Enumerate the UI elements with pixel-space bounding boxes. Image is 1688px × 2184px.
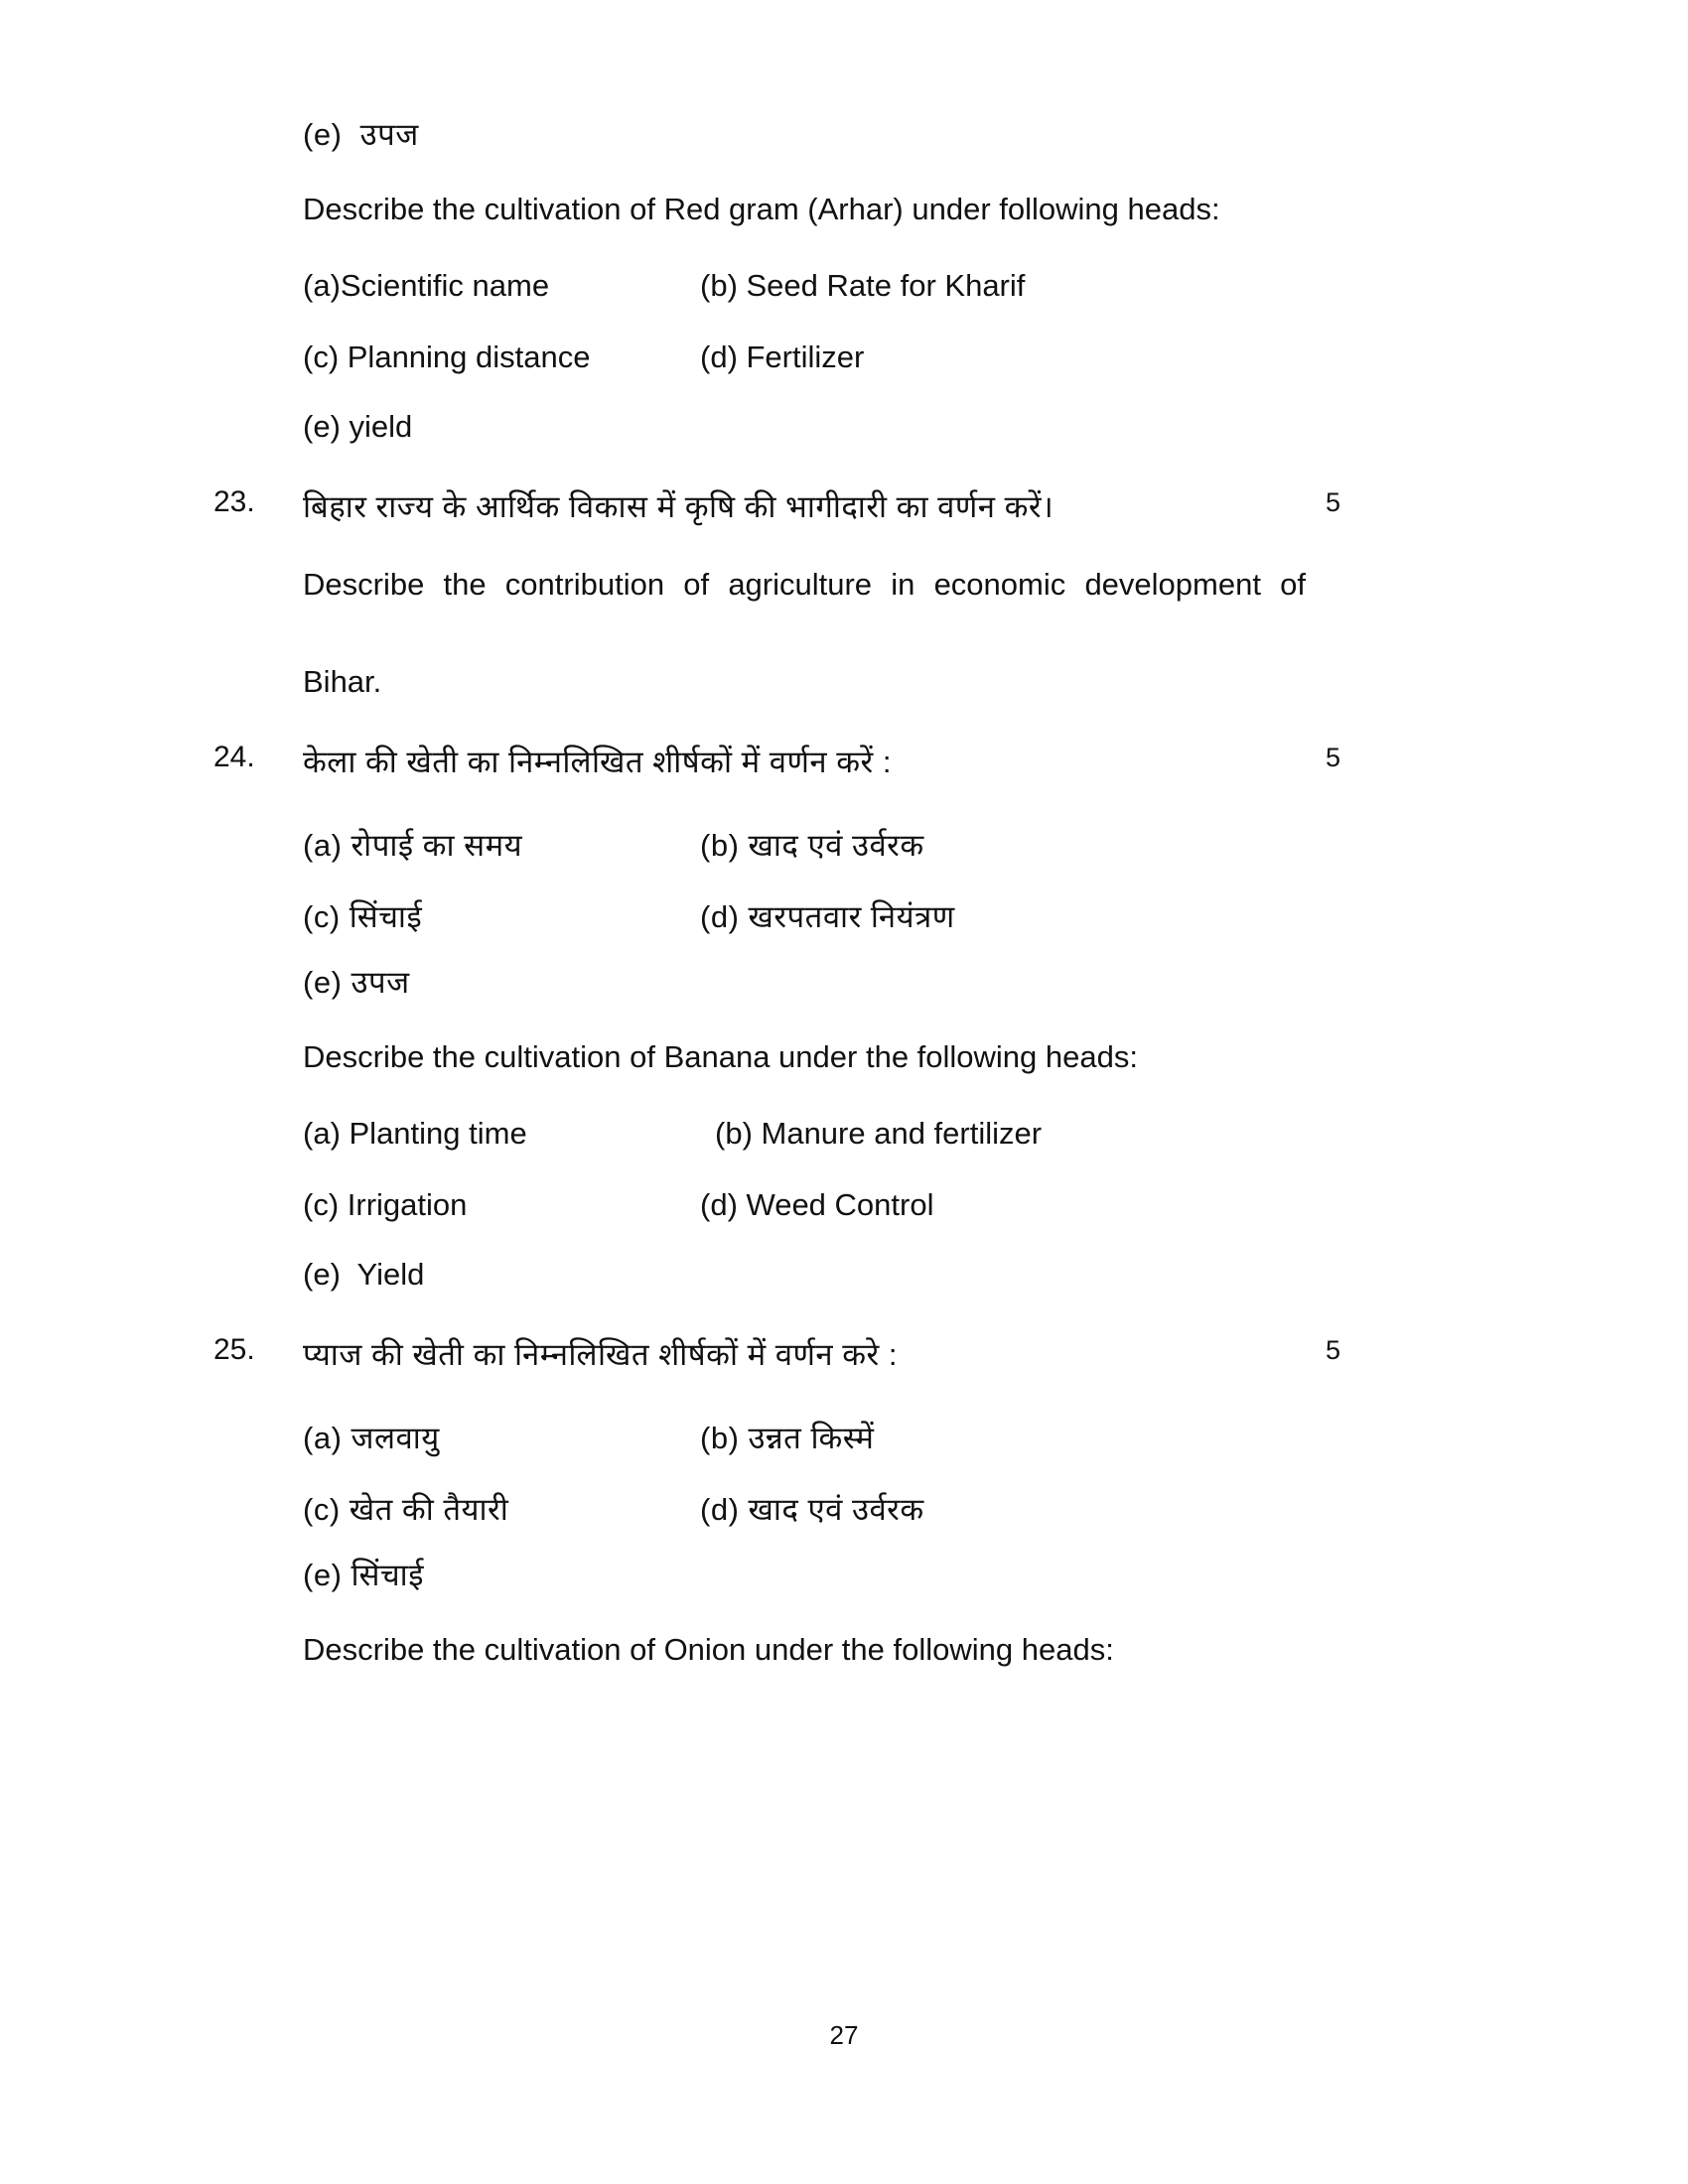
spacer — [303, 630, 1455, 666]
spacer — [303, 1072, 1455, 1116]
question-22-tail — [303, 119, 1455, 442]
question-25-number: 25. — [213, 1333, 255, 1366]
q23-english-line2: Bihar. — [303, 664, 382, 699]
q22-item-c: (c) Planning distance — [303, 340, 591, 374]
question-24-hindi-text: केला की खेती का निम्नलिखित शीर्षकों में वर्णन करें : — [303, 745, 892, 779]
q24-english-item-b: (b) Manure and fertilizer — [715, 1116, 1043, 1151]
spacer — [303, 1460, 1455, 1488]
q25-english-prompt: Describe the cultivation of Onion under the following heads: — [303, 1632, 1114, 1667]
q24-hindi-item-c: (c) सिंचाई — [303, 899, 423, 934]
spacer — [303, 939, 1455, 967]
spacer — [213, 788, 1455, 824]
question-24 — [213, 741, 1455, 782]
q24-english-item-row — [303, 1116, 1455, 1160]
q24-hindi-item-e: (e) उपज — [303, 965, 410, 1000]
question-23 — [213, 485, 1455, 527]
spacer — [213, 442, 1455, 485]
spacer — [303, 1590, 1455, 1634]
spacer — [303, 1231, 1455, 1259]
question-25-marks: 5 — [1326, 1335, 1341, 1365]
q24-english-item-d: (d) Weed Control — [700, 1187, 934, 1222]
q24-english-item-row — [303, 1187, 1455, 1231]
page-content — [213, 119, 1455, 1665]
q23-english-line1 — [303, 569, 1306, 630]
q24-english-item-a: (a) Planting time — [303, 1116, 527, 1151]
q24-english-item-c: (c) Irrigation — [303, 1187, 468, 1222]
spacer — [303, 998, 1455, 1041]
q25-hindi-item-a: (a) जलवायु — [303, 1421, 440, 1455]
question-23-marks: 5 — [1326, 487, 1341, 517]
q25-hindi-item-e: (e) सिंचाई — [303, 1558, 424, 1592]
spacer — [303, 150, 1455, 194]
question-24-marks: 5 — [1326, 743, 1341, 772]
spacer — [213, 697, 1455, 741]
q24-english-prompt: Describe the cultivation of Banana under the following heads: — [303, 1039, 1138, 1074]
spacer — [303, 1532, 1455, 1560]
question-25-hindi-text: प्याज की खेती का निम्नलिखित शीर्षकों में वर्णन करे : — [303, 1337, 898, 1372]
q22-item-row — [303, 340, 1455, 383]
question-25 — [213, 1333, 1455, 1375]
q22-item-e-hindi: (e) उपज — [303, 117, 419, 152]
q24-hindi-item-a: (a) रोपाई का समय — [303, 828, 523, 863]
question-25-hindi-items — [303, 1417, 1455, 1665]
question-23-number: 23. — [213, 485, 255, 518]
spacer — [213, 533, 1455, 569]
q22-item-d: (d) Fertilizer — [700, 340, 865, 374]
q22-item-a: (a)Scientific name — [303, 268, 550, 303]
spacer — [303, 312, 1455, 340]
question-23-hindi-text: बिहार राज्य के आर्थिक विकास में कृषि की भागीदारी का वर्णन करें। — [303, 489, 1055, 524]
q24-hindi-item-row — [303, 824, 1455, 868]
q22-item-b: (b) Seed Rate for Kharif — [700, 268, 1026, 303]
q22-item-row — [303, 268, 1455, 312]
spacer — [303, 868, 1455, 895]
q23-english-text: Describe the contribution of agriculture in economic development of — [303, 567, 1306, 602]
q25-hindi-item-d: (d) खाद एवं उर्वरक — [700, 1492, 924, 1527]
spacer — [303, 1160, 1455, 1187]
question-23-english — [303, 569, 1455, 697]
q25-hindi-item-b: (b) उन्नत किस्में — [700, 1421, 875, 1455]
q25-hindi-item-row — [303, 1488, 1455, 1532]
q22-item-e-english: (e) yield — [303, 409, 413, 444]
question-24-number: 24. — [213, 741, 255, 773]
q25-hindi-item-c: (c) खेत की तैयारी — [303, 1492, 509, 1527]
spacer — [303, 224, 1455, 268]
q24-hindi-item-d: (d) खरपतवार नियंत्रण — [700, 899, 955, 934]
spacer — [303, 383, 1455, 411]
spacer — [213, 1381, 1455, 1417]
page-number: 27 — [829, 2020, 859, 2050]
question-24-hindi-items — [303, 824, 1455, 1290]
spacer — [213, 1290, 1455, 1333]
q24-hindi-item-row — [303, 895, 1455, 939]
q22-english-prompt: Describe the cultivation of Red gram (Arhar) under following heads: — [303, 192, 1220, 226]
q24-hindi-item-b: (b) खाद एवं उर्वरक — [700, 828, 924, 863]
q24-english-item-e: (e) Yield — [303, 1257, 425, 1292]
q25-hindi-item-row — [303, 1417, 1455, 1460]
